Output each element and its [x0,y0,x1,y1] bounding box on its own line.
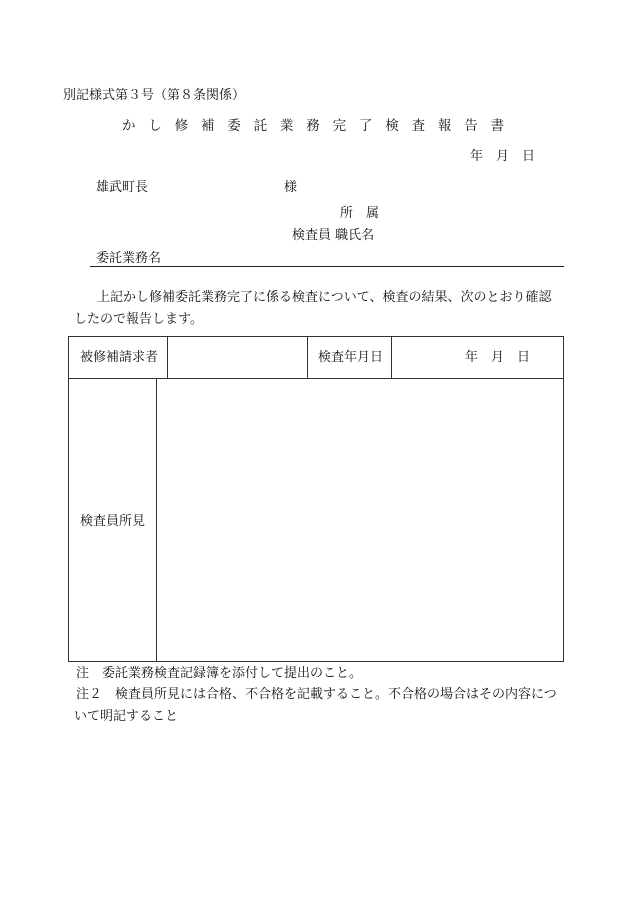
note-2-line-1: 注２ 検査員所見には合格、不合格を記載すること。不合格の場合はその内容につ [76,687,557,702]
note-2-line-2: いて明記すること [74,709,179,724]
body-text-line-2: したので報告します。 [74,312,203,327]
affiliation-label: 所 属 [340,206,380,221]
addressee-name: 雄武町長 [96,180,149,195]
body-text-line-1: 上記かし修補委託業務完了に係る検査について、検査の結果、次のとおり確認 [97,290,552,305]
inspector-opinion-field[interactable] [157,379,563,661]
form-number: 別記様式第３号（第８条関係） [63,88,246,103]
report-date: 年 月 日 [470,149,536,164]
table-column-divider [167,337,168,378]
claimant-label: 被修補請求者 [80,350,159,365]
note-1: 注 委託業務検査記録簿を添付して提出のこと。 [76,666,363,681]
inspection-date-field[interactable]: 年 月 日 [465,350,531,365]
document-title: かし修補委託業務完了検査報告書 [122,118,517,134]
table-column-divider [391,337,392,378]
table-column-divider [307,337,308,378]
inspector-name-label: 検査員 職氏名 [292,228,375,243]
inspector-opinion-label: 検査員所見 [80,514,146,529]
inspection-date-label: 検査年月日 [318,350,384,365]
task-name-underline [90,266,564,267]
inspection-form-table [68,336,564,662]
addressee-honorific: 様 [284,180,298,195]
task-name-label: 委託業務名 [96,251,162,266]
